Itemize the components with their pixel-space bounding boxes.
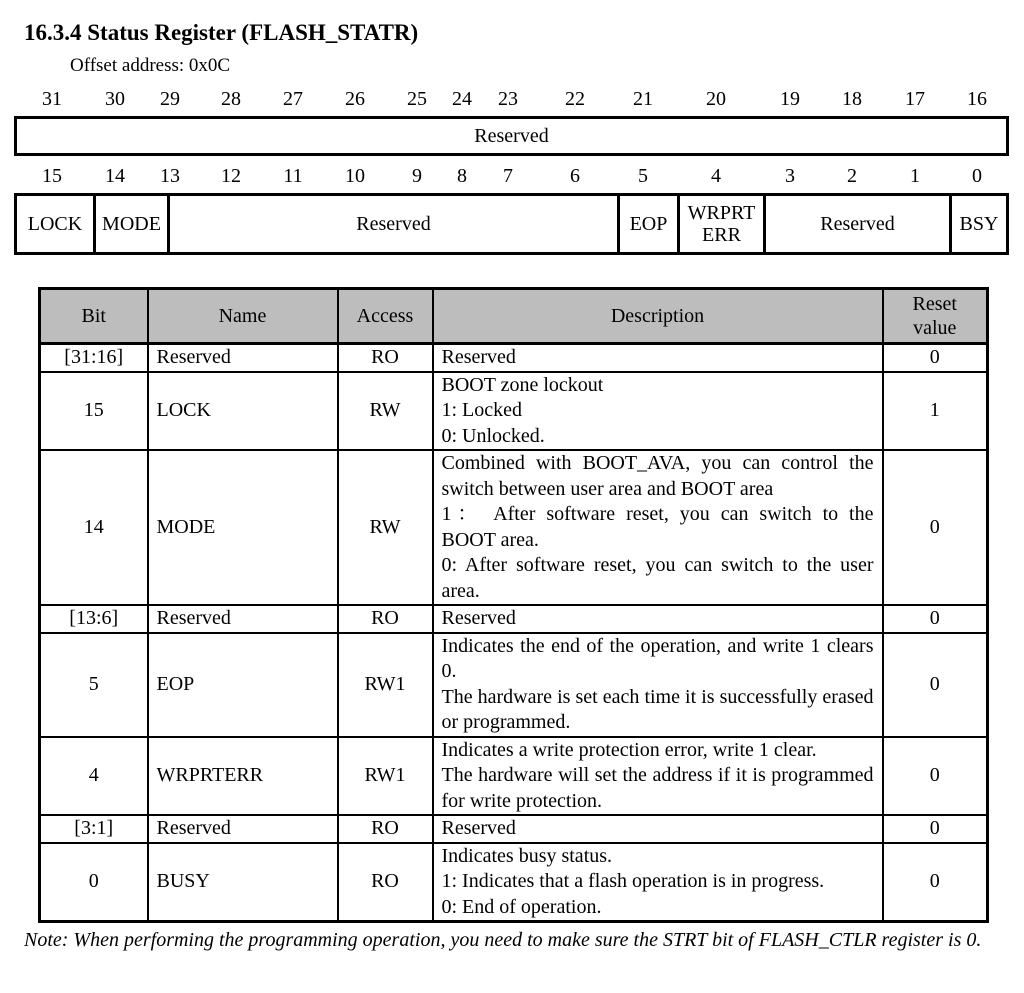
cell-access: RO xyxy=(338,843,433,922)
description-line: Reserved xyxy=(441,817,516,839)
bit-number: 18 xyxy=(842,88,862,110)
cell-bit: 15 xyxy=(40,372,148,451)
bit-numbers-high xyxy=(14,88,1009,112)
cell-description xyxy=(433,843,883,922)
description-line: 1： After software reset, you can switch to the BOOT area. xyxy=(441,503,874,551)
header-reset-value xyxy=(883,289,988,344)
bit-number: 3 xyxy=(785,165,795,187)
cell-name: EOP xyxy=(148,633,338,737)
description-line: 0: End of operation. xyxy=(441,895,602,918)
cell-bit: 4 xyxy=(40,737,148,816)
cell-access: RW xyxy=(338,372,433,451)
register-low-row xyxy=(14,193,1009,255)
cell-access: RO xyxy=(338,605,433,633)
table-row xyxy=(40,815,988,843)
cell-bit: [31:16] xyxy=(40,344,148,372)
bit-number: 27 xyxy=(283,88,303,110)
cell-reset: 0 xyxy=(883,605,988,633)
bit-number: 31 xyxy=(42,88,62,110)
cell-description xyxy=(433,605,883,633)
bit-number: 14 xyxy=(105,165,125,187)
wrprterr-field xyxy=(677,196,763,252)
wrprterr-line2: ERR xyxy=(702,224,741,246)
table-row xyxy=(40,843,988,922)
bit-number: 1 xyxy=(910,165,920,187)
cell-reset: 0 xyxy=(883,843,988,922)
description-line: 1: Locked xyxy=(441,399,523,421)
cell-reset: 0 xyxy=(883,737,988,816)
header-bit: Bit xyxy=(40,289,148,344)
bit-numbers-low xyxy=(14,165,1009,189)
bit-number: 9 xyxy=(412,165,422,187)
reserved-field-13-6: Reserved xyxy=(167,196,617,252)
cell-description xyxy=(433,815,883,843)
bit-number: 15 xyxy=(42,165,62,187)
cell-description xyxy=(433,737,883,816)
bit-number: 0 xyxy=(972,165,982,187)
bit-number: 6 xyxy=(570,165,580,187)
cell-reset: 1 xyxy=(883,372,988,451)
cell-access: RW xyxy=(338,450,433,605)
bit-number: 28 xyxy=(221,88,241,110)
cell-description xyxy=(433,633,883,737)
header-description: Description xyxy=(433,289,883,344)
bit-number: 30 xyxy=(105,88,125,110)
header-name: Name xyxy=(148,289,338,344)
cell-bit: [3:1] xyxy=(40,815,148,843)
wrprterr-line1: WRPRT xyxy=(687,202,756,224)
cell-reset: 0 xyxy=(883,633,988,737)
reserved-field-31-16: Reserved xyxy=(474,125,549,147)
bit-number: 10 xyxy=(345,165,365,187)
description-line: Reserved xyxy=(441,607,516,629)
table-row xyxy=(40,344,988,372)
bit-number: 29 xyxy=(160,88,180,110)
description-line: 0: After software reset, you can switch to the user area. xyxy=(441,554,874,602)
bit-number: 8 xyxy=(457,165,467,187)
bit-number: 21 xyxy=(633,88,653,110)
register-high-row xyxy=(14,116,1009,156)
bit-number: 26 xyxy=(345,88,365,110)
cell-access: RO xyxy=(338,815,433,843)
reserved-field-3-1: Reserved xyxy=(763,196,949,252)
bit-number: 11 xyxy=(283,165,303,187)
lock-field: LOCK xyxy=(27,213,83,235)
offset-address: Offset address: 0x0C xyxy=(70,55,231,76)
description-line: The hardware is set each time it is successfully erased or programmed. xyxy=(441,685,874,733)
cell-description xyxy=(433,372,883,451)
cell-name: LOCK xyxy=(148,372,338,451)
description-line: 0: Unlocked. xyxy=(441,424,545,447)
cell-reset: 0 xyxy=(883,450,988,605)
cell-name: MODE xyxy=(148,450,338,605)
description-line: Indicates a write protection error, write 1 clear. xyxy=(441,738,817,761)
cell-bit: 0 xyxy=(40,843,148,922)
bit-number: 12 xyxy=(221,165,241,187)
cell-bit: [13:6] xyxy=(40,605,148,633)
cell-name: Reserved xyxy=(148,605,338,633)
cell-bit: 5 xyxy=(40,633,148,737)
bit-number: 17 xyxy=(905,88,925,110)
cell-access: RO xyxy=(338,344,433,372)
mode-field: MODE xyxy=(93,196,167,252)
table-row xyxy=(40,633,988,737)
bit-number: 7 xyxy=(503,165,513,187)
cell-name: Reserved xyxy=(148,344,338,372)
table-row xyxy=(40,737,988,816)
table-row xyxy=(40,450,988,605)
bit-number: 22 xyxy=(565,88,585,110)
description-line: 1: Indicates that a flash operation is in progress. xyxy=(441,870,825,892)
bit-description-table xyxy=(38,287,989,923)
description-line: Indicates busy status. xyxy=(441,844,613,867)
bit-number: 13 xyxy=(160,165,180,187)
cell-name: WRPRTERR xyxy=(148,737,338,816)
eop-field: EOP xyxy=(617,196,677,252)
bsy-field: BSY xyxy=(949,196,1006,252)
table-header-row xyxy=(40,289,988,344)
table-row xyxy=(40,372,988,451)
bit-number: 4 xyxy=(711,165,721,187)
bit-number: 5 xyxy=(638,165,648,187)
description-line: Indicates the end of the operation, and write 1 clears 0. xyxy=(441,634,874,682)
description-line: BOOT zone lockout xyxy=(441,373,604,396)
cell-access: RW1 xyxy=(338,737,433,816)
cell-description xyxy=(433,450,883,605)
description-line: The hardware will set the address if it is programmed for write protection. xyxy=(441,764,874,812)
bit-number: 23 xyxy=(498,88,518,110)
cell-access: RW1 xyxy=(338,633,433,737)
cell-name: Reserved xyxy=(148,815,338,843)
description-line: Reserved xyxy=(441,346,516,368)
bit-number: 25 xyxy=(407,88,427,110)
cell-description xyxy=(433,344,883,372)
cell-reset: 0 xyxy=(883,815,988,843)
programming-note: Note: When performing the programming operation, you need to make sure the STRT bit of FLASH_CTLR register is 0. xyxy=(24,929,982,951)
table-row xyxy=(40,605,988,633)
bit-number: 16 xyxy=(967,88,987,110)
bit-number: 19 xyxy=(780,88,800,110)
cell-reset: 0 xyxy=(883,344,988,372)
header-reset-line2: value xyxy=(913,317,957,339)
cell-name: BUSY xyxy=(148,843,338,922)
header-access: Access xyxy=(338,289,433,344)
bit-number: 2 xyxy=(847,165,857,187)
bit-number: 24 xyxy=(452,88,472,110)
header-reset-line1: Reset xyxy=(912,293,957,315)
cell-bit: 14 xyxy=(40,450,148,605)
bit-number: 20 xyxy=(706,88,726,110)
description-line: Combined with BOOT_AVA, you can control the switch between user area and BOOT area xyxy=(441,452,874,500)
section-title: 16.3.4 Status Register (FLASH_STATR) xyxy=(24,20,419,45)
